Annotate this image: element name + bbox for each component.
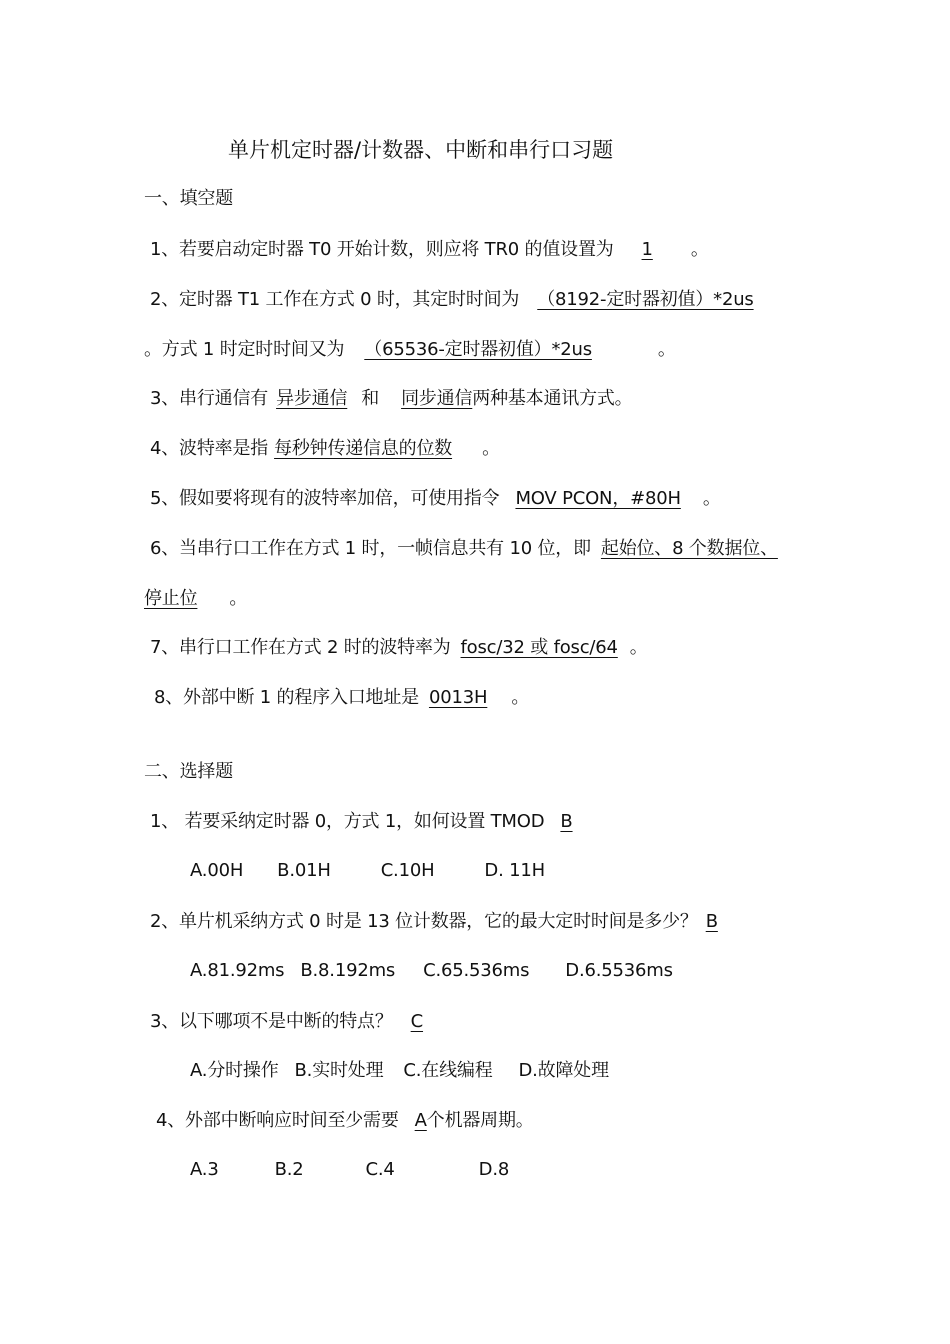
option: B.实时处理 xyxy=(294,1060,384,1081)
fill-question-3 xyxy=(150,386,632,412)
question-text: 8、外部中断 1 的程序入口地址是 xyxy=(154,687,419,708)
option: B.01H xyxy=(277,860,331,881)
choice-options-2 xyxy=(190,958,673,984)
option: C.在线编程 xyxy=(403,1060,493,1081)
option: A.3 xyxy=(190,1159,219,1180)
question-text: 。方式 1 时定时时间又为 xyxy=(144,339,345,360)
choice-question-2 xyxy=(150,909,734,935)
fill-question-7 xyxy=(150,635,648,661)
choice-options-1 xyxy=(190,858,545,884)
choice-question-3 xyxy=(150,1009,441,1035)
fill-question-1 xyxy=(150,237,709,263)
question-text: 7、串行口工作在方式 2 时的波特率为 xyxy=(150,637,451,658)
question-text: 4、波特率是指 xyxy=(150,438,269,459)
fill-question-6-cont xyxy=(144,586,247,612)
choice-options-4 xyxy=(190,1157,509,1183)
answer-blank: B xyxy=(705,911,718,932)
question-text: 4、外部中断响应时间至少需要 xyxy=(156,1110,399,1131)
option: C.4 xyxy=(365,1159,395,1180)
question-text: 2、单片机采纳方式 0 时是 13 位计数器，它的最大定时时间是多少？ xyxy=(150,911,698,932)
document-title: 单片机定时器/计数器、中断和串行口习题 xyxy=(228,138,614,162)
question-text: 6、当串行口工作在方式 1 时，一帧信息共有 10 位，即 xyxy=(150,538,591,559)
answer-blank: （65536-定时器初值）*2us xyxy=(364,339,592,360)
question-text: 。 xyxy=(702,488,721,509)
option: B.2 xyxy=(274,1159,304,1180)
option: A.分时操作 xyxy=(190,1060,279,1081)
question-text: 两种基本通讯方式。 xyxy=(472,388,633,409)
choice-section-heading: 二、选择题 xyxy=(144,761,233,782)
fill-question-6 xyxy=(150,536,778,562)
answer-blank: 每秒钟传递信息的位数 xyxy=(274,438,453,459)
answer-blank: 异步通信 xyxy=(276,388,348,409)
question-text: 。 xyxy=(482,438,500,459)
option: A.81.92ms xyxy=(190,960,285,981)
option: D.6.5536ms xyxy=(565,960,673,981)
question-text: 3、串行通信有 xyxy=(150,388,269,409)
choice-options-3 xyxy=(190,1058,609,1084)
answer-blank: 0013H xyxy=(428,687,488,708)
answer-blank: 起始位、8 个数据位、 xyxy=(600,538,778,559)
question-text: 5、假如要将现有的波特率加倍，可使用指令 xyxy=(150,488,500,509)
fill-question-8 xyxy=(154,685,529,711)
fill-question-5 xyxy=(150,486,721,512)
fill-question-2 xyxy=(150,287,762,313)
option: D. 11H xyxy=(484,860,545,881)
question-text: 1、 若要采纳定时器 0，方式 1，如何设置 TMOD xyxy=(150,811,545,832)
choice-question-1 xyxy=(150,809,589,835)
answer-blank: B xyxy=(560,811,573,832)
fill-question-2-cont xyxy=(144,337,676,363)
option: A.00H xyxy=(190,860,244,881)
question-text: 。 xyxy=(229,588,248,609)
option: C.10H xyxy=(380,860,435,881)
fill-question-4 xyxy=(150,436,500,462)
answer-blank: fosc/32 或 fosc/64 xyxy=(460,637,618,658)
option: D.8 xyxy=(478,1159,510,1180)
question-text: 1、若要启动定时器 T0 开始计数，则应将 TR0 的值设置为 xyxy=(150,239,614,260)
question-text: 3、以下哪项不是中断的特点？ xyxy=(150,1011,393,1032)
answer-blank: C xyxy=(410,1011,424,1032)
answer-blank: 同步通信 xyxy=(401,388,473,409)
option: B.8.192ms xyxy=(300,960,396,981)
fill-section-heading: 一、填空题 xyxy=(144,188,233,209)
question-text: 和 xyxy=(361,388,380,409)
question-text: 个机器周期。 xyxy=(426,1110,534,1131)
question-text: 。 xyxy=(511,687,530,708)
answer-blank: 1 xyxy=(641,239,653,260)
answer-blank: A xyxy=(414,1110,427,1131)
question-text: 。 xyxy=(657,339,676,360)
answer-blank: 停止位 xyxy=(144,588,198,609)
choice-question-4 xyxy=(156,1108,534,1134)
question-text: 。 xyxy=(690,239,709,260)
option: C.65.536ms xyxy=(423,960,530,981)
question-text: 2、定时器 T1 工作在方式 0 时，其定时时间为 xyxy=(150,289,520,310)
option: D.故障处理 xyxy=(518,1060,609,1081)
question-text: 。 xyxy=(629,637,648,658)
answer-blank: （8192-定时器初值）*2us xyxy=(537,289,754,310)
answer-blank: MOV PCON，#80H xyxy=(515,488,681,509)
